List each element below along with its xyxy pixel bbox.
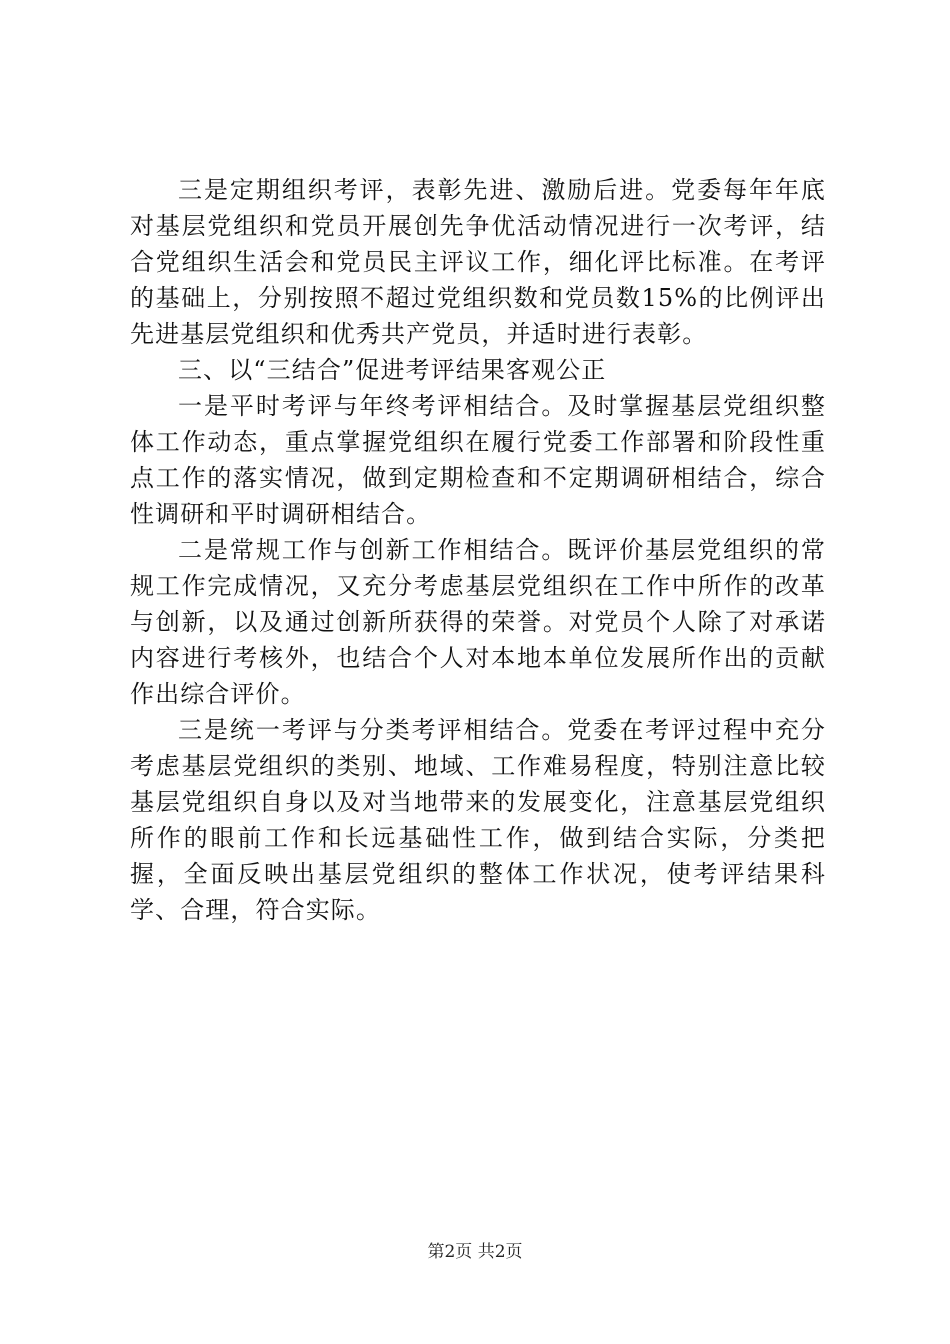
paragraph-routine-and-innovation: 二是常规工作与创新工作相结合。既评价基层党组织的常规工作完成情况，又充分考虑基层党组织在工作中所作的改革与创新，以及通过创新所获得的荣誉。对党员个人除了对承诺内容进行考核外，也结合个人对本地本单位发展所作出的贡献作出综合评价。 <box>130 536 826 708</box>
document-body <box>130 172 826 928</box>
paragraph-unified-and-categorized: 三是统一考评与分类考评相结合。党委在考评过程中充分考虑基层党组织的类别、地域、工作难易程度，特别注意比较基层党组织自身以及对当地带来的发展变化，注意基层党组织所作的眼前工作和长远基础性工作，做到结合实际，分类把握，全面反映出基层党组织的整体工作状况，使考评结果科学、合理，符合实际。 <box>130 716 826 924</box>
paragraph-routine-and-annual: 一是平时考评与年终考评相结合。及时掌握基层党组织整体工作动态，重点掌握党组织在履行党委工作部署和阶段性重点工作的落实情况，做到定期检查和不定期调研相结合，综合性调研和平时调研相结合。 <box>130 392 826 528</box>
paragraph-regular-assessment: 三是定期组织考评，表彰先进、激励后进。党委每年年底对基层党组织和党员开展创先争优活动情况进行一次考评，结合党组织生活会和党员民主评议工作，细化评比标准。在考评的基础上，分别按照不超过党组织数和党员数15%的比例评出先进基层党组织和优秀共产党员，并适时进行表彰。 <box>130 176 826 348</box>
section-heading-three-combinations: 三、以“三结合”促进考评结果客观公正 <box>178 356 607 384</box>
page-footer: 第2页 共2页 <box>427 1242 523 1262</box>
